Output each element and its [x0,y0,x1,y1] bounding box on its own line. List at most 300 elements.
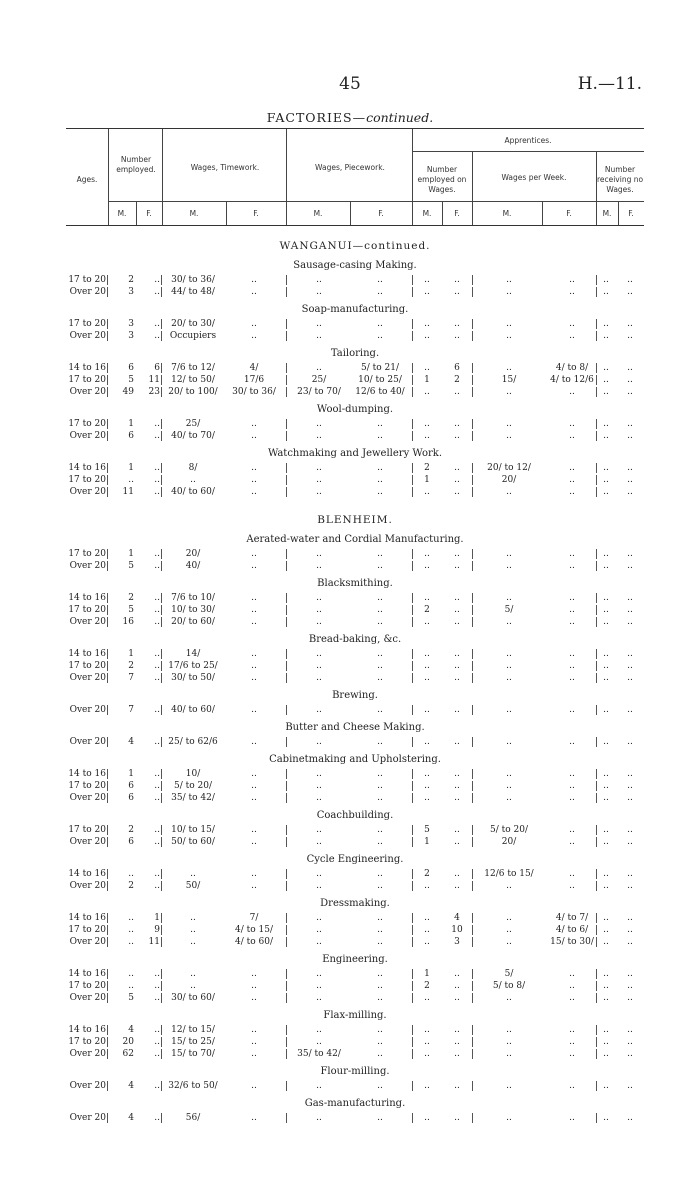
cell-apprentice-m: .. [424,661,430,671]
cell-employed-m: .. [128,937,134,947]
cell-nowages-f: .. [627,549,633,559]
cell-employed-m: 1 [128,549,134,559]
table-row [66,736,644,748]
subcol-f: F. [253,209,259,218]
title-continued: continued. [366,110,434,125]
cell-piecework-m: 25/ [311,375,327,385]
trade-heading: Coachbuilding. [316,810,394,821]
cell-apprentice-m: .. [424,331,430,341]
cell-nowages-m: .. [603,1113,609,1123]
trade-heading: Watchmaking and Jewellery Work. [267,448,443,459]
cell-timework-f: 17/6 [243,375,265,385]
cell-apprentice-wages-f: .. [569,981,575,991]
cell-apprentice-f: .. [454,1049,460,1059]
cell-nowages-m: .. [603,769,609,779]
cell-nowages-f: .. [627,331,633,341]
cell-employed-m: 5 [128,561,134,571]
cell-apprentice-wages-m: .. [506,387,512,397]
cell-apprentice-wages-f: .. [569,837,575,847]
cell-timework-m: .. [190,969,196,979]
cell-piecework-m: .. [316,419,322,429]
cell-age: Over 20 [69,387,106,397]
cell-employed-f: .. [154,287,160,297]
cell-apprentice-f: .. [454,969,460,979]
cell-timework-m: 50/ [185,881,201,891]
cell-apprentice-m: .. [424,287,430,297]
cell-apprentice-m: .. [424,561,430,571]
cell-nowages-m: .. [603,1037,609,1047]
table-row [66,992,644,1004]
cell-nowages-m: .. [603,363,609,373]
table-row [66,560,644,572]
cell-piecework-f: .. [377,969,383,979]
cell-employed-m: 6 [128,837,134,847]
cell-age: 17 to 20 [68,925,106,935]
cell-piecework-f: .. [377,825,383,835]
cell-piecework-f: .. [377,419,383,429]
cell-piecework-m: .. [316,331,322,341]
cell-employed-f: .. [154,463,160,473]
cell-apprentice-wages-f: .. [569,1037,575,1047]
cell-timework-f: .. [251,331,257,341]
cell-employed-m: 16 [122,617,134,627]
cell-piecework-f: .. [377,661,383,671]
cell-piecework-f: .. [377,981,383,991]
cell-apprentice-m: .. [424,431,430,441]
cell-employed-f: .. [154,673,160,683]
cell-apprentice-wages-m: .. [506,1049,512,1059]
cell-timework-m: 30/ to 36/ [171,275,215,285]
cell-employed-f: 6 [154,363,160,373]
cell-timework-m: 40/ to 70/ [171,431,215,441]
cell-employed-f: .. [154,1113,160,1123]
cell-timework-f: .. [251,969,257,979]
cell-nowages-f: .. [627,319,633,329]
cell-age: Over 20 [69,487,106,497]
cell-nowages-f: .. [627,937,633,947]
cell-nowages-m: .. [603,549,609,559]
subcol-m: M. [602,209,612,218]
cell-timework-f: 4/ [249,363,259,373]
title-main: FACTORIES— [266,110,367,125]
cell-nowages-m: .. [603,881,609,891]
cell-apprentice-m: 2 [424,981,430,991]
cell-employed-m: 5 [128,605,134,615]
cell-apprentice-m: .. [424,1037,430,1047]
cell-age: Over 20 [69,561,106,571]
cell-piecework-m: .. [316,649,322,659]
cell-apprentice-m: .. [424,387,430,397]
trade-heading: Bread-baking, &c. [308,634,402,645]
cell-apprentice-wages-f: .. [569,881,575,891]
cell-nowages-f: .. [627,661,633,671]
cell-employed-m: 6 [128,363,134,373]
cell-nowages-m: .. [603,275,609,285]
cell-piecework-m: .. [316,1037,322,1047]
table-row [66,330,644,342]
cell-apprentice-f: .. [454,981,460,991]
cell-employed-f: .. [154,649,160,659]
cell-nowages-f: .. [627,825,633,835]
cell-apprentice-wages-f: .. [569,649,575,659]
cell-timework-m: 10/ to 30/ [171,605,215,615]
cell-employed-m: 1 [128,769,134,779]
cell-apprentice-wages-m: .. [506,549,512,559]
cell-timework-m: 7/6 to 10/ [171,593,215,603]
cell-employed-m: 20 [122,1037,134,1047]
cell-timework-f: .. [251,1025,257,1035]
cell-apprentice-wages-f: .. [569,1113,575,1123]
cell-apprentice-wages-m: .. [506,925,512,935]
cell-age: Over 20 [69,331,106,341]
cell-nowages-f: .. [627,1081,633,1091]
cell-nowages-m: .. [603,1049,609,1059]
subcol-m: M. [313,209,323,218]
cell-employed-m: .. [128,475,134,485]
cell-apprentice-wages-m: 15/ [501,375,517,385]
cell-piecework-f: .. [377,275,383,285]
cell-nowages-m: .. [603,319,609,329]
cell-timework-f: .. [251,737,257,747]
cell-employed-f: .. [154,605,160,615]
cell-piecework-m: .. [316,969,322,979]
table-row [66,968,644,980]
col-apprentices: Apprentices. [504,136,552,145]
cell-apprentice-m: 1 [424,837,430,847]
table-row [66,430,644,442]
cell-piecework-f: .. [377,837,383,847]
cell-nowages-f: .. [627,737,633,747]
cell-employed-m: 4 [128,737,134,747]
cell-employed-f: .. [154,981,160,991]
cell-age: 17 to 20 [68,475,106,485]
cell-nowages-f: .. [627,769,633,779]
cell-apprentice-wages-m: 5/ [504,605,514,615]
subcol-m: M. [117,209,127,218]
cell-piecework-m: .. [316,617,322,627]
cell-apprentice-wages-m: .. [506,431,512,441]
cell-employed-f: .. [154,561,160,571]
table-row [66,548,644,560]
cell-piecework-f: .. [377,487,383,497]
cell-apprentice-wages-f: .. [569,969,575,979]
trade-heading: Aerated-water and Cordial Manufacturing. [246,534,464,545]
cell-apprentice-f: .. [454,561,460,571]
cell-apprentice-wages-f: 4/ to 7/ [555,913,589,923]
cell-timework-f: 4/ to 15/ [235,925,273,935]
cell-timework-m: 40/ to 60/ [171,487,215,497]
cell-employed-m: 4 [128,1113,134,1123]
cell-employed-f: .. [154,1025,160,1035]
cell-timework-f: .. [251,793,257,803]
cell-nowages-f: .. [627,431,633,441]
cell-nowages-f: .. [627,1025,633,1035]
cell-piecework-m: .. [316,475,322,485]
cell-employed-f: .. [154,881,160,891]
trade-heading: Cycle Engineering. [306,854,404,865]
cell-timework-m: 56/ [185,1113,201,1123]
region-heading: BLENHEIM. [317,514,393,526]
cell-timework-m: 25/ to 62/6 [168,737,218,747]
cell-piecework-m: .. [316,1025,322,1035]
cell-piecework-f: .. [377,937,383,947]
cell-apprentice-m: .. [424,487,430,497]
cell-timework-m: 50/ to 60/ [171,837,215,847]
table-row [66,924,644,936]
table-row [66,704,644,716]
cell-timework-m: 10/ to 15/ [171,825,215,835]
table-row [66,780,644,792]
cell-age: 17 to 20 [68,319,106,329]
cell-apprentice-f: .. [454,331,460,341]
col-number-employed: Number employed. [116,155,156,174]
trade-heading: Flax-milling. [323,1010,387,1021]
cell-piecework-m: .. [316,993,322,1003]
cell-timework-m: 15/ to 70/ [171,1049,215,1059]
cell-apprentice-wages-m: .. [506,419,512,429]
cell-nowages-m: .. [603,925,609,935]
cell-nowages-m: .. [603,617,609,627]
cell-nowages-f: .. [627,617,633,627]
trade-heading: Cabinetmaking and Upholstering. [269,754,441,765]
cell-timework-f: .. [251,705,257,715]
cell-employed-f: .. [154,593,160,603]
cell-apprentice-m: 2 [424,463,430,473]
cell-apprentice-m: .. [424,649,430,659]
subcol-m: M. [422,209,432,218]
cell-nowages-f: .. [627,649,633,659]
cell-nowages-f: .. [627,419,633,429]
cell-piecework-f: .. [377,913,383,923]
cell-nowages-f: .. [627,705,633,715]
cell-nowages-f: .. [627,287,633,297]
cell-apprentice-wages-f: .. [569,387,575,397]
cell-timework-m: 12/ to 50/ [171,375,215,385]
table-row [66,1024,644,1036]
cell-timework-f: .. [251,869,257,879]
cell-piecework-f: .. [377,605,383,615]
cell-age: Over 20 [69,737,106,747]
table-row [66,274,644,286]
cell-piecework-f: .. [377,1113,383,1123]
cell-piecework-f: .. [377,331,383,341]
cell-employed-m: .. [128,969,134,979]
cell-employed-m: 49 [122,387,134,397]
cell-age: Over 20 [69,993,106,1003]
cell-timework-m: .. [190,937,196,947]
cell-apprentice-m: 2 [424,605,430,615]
trade-heading: Blacksmithing. [317,578,393,589]
cell-apprentice-m: 2 [424,869,430,879]
cell-apprentice-wages-m: .. [506,1037,512,1047]
cell-timework-f: .. [251,661,257,671]
cell-timework-m: 8/ [188,463,198,473]
cell-nowages-m: .. [603,913,609,923]
cell-nowages-f: .. [627,993,633,1003]
table-row [66,792,644,804]
col-apprentice-number: Number employed on Wages. [417,165,467,194]
table-row [66,660,644,672]
cell-employed-m: 7 [128,673,134,683]
cell-apprentice-m: 1 [424,969,430,979]
table-row [66,474,644,486]
cell-piecework-m: .. [316,881,322,891]
cell-apprentice-m: .. [424,617,430,627]
cell-piecework-m: .. [316,487,322,497]
cell-nowages-f: .. [627,1049,633,1059]
cell-timework-f: .. [251,463,257,473]
cell-age: 17 to 20 [68,1037,106,1047]
cell-apprentice-m: .. [424,737,430,747]
cell-timework-f: .. [251,673,257,683]
cell-age: Over 20 [69,793,106,803]
cell-timework-m: .. [190,981,196,991]
cell-age: 14 to 16 [68,969,106,979]
cell-employed-f: .. [154,319,160,329]
cell-timework-f: .. [251,287,257,297]
cell-apprentice-f: 3 [454,937,460,947]
cell-nowages-m: .. [603,463,609,473]
cell-age: Over 20 [69,617,106,627]
cell-piecework-f: .. [377,593,383,603]
cell-age: Over 20 [69,937,106,947]
subcol-f: F. [454,209,460,218]
cell-apprentice-m: .. [424,1081,430,1091]
cell-piecework-m: .. [316,869,322,879]
cell-apprentice-wages-m: .. [506,487,512,497]
cell-apprentice-wages-m: 5/ to 8/ [492,981,526,991]
cell-employed-f: .. [154,793,160,803]
cell-employed-m: .. [128,869,134,879]
cell-piecework-m: .. [316,287,322,297]
cell-employed-f: .. [154,275,160,285]
table-row [66,1080,644,1092]
cell-apprentice-m: .. [424,593,430,603]
cell-timework-m: 20/ to 30/ [171,319,215,329]
table-row [66,936,644,948]
cell-timework-m: .. [190,475,196,485]
cell-employed-m: 3 [128,319,134,329]
cell-employed-f: .. [154,331,160,341]
cell-employed-f: .. [154,825,160,835]
cell-employed-f: 11 [148,937,160,947]
cell-age: 14 to 16 [68,1025,106,1035]
cell-apprentice-m: .. [424,769,430,779]
cell-timework-f: .. [251,419,257,429]
cell-nowages-f: .. [627,981,633,991]
cell-apprentice-m: .. [424,363,430,373]
col-ages: Ages. [76,175,98,184]
cell-employed-m: 5 [128,993,134,1003]
cell-apprentice-wages-f: 4/ to 8/ [555,363,589,373]
cell-employed-m: 2 [128,881,134,891]
cell-timework-f: .. [251,487,257,497]
table-row [66,462,644,474]
cell-apprentice-wages-f: .. [569,605,575,615]
cell-age: 17 to 20 [68,275,106,285]
cell-employed-f: .. [154,431,160,441]
cell-employed-f: .. [154,781,160,791]
cell-apprentice-f: .. [454,605,460,615]
cell-apprentice-m: .. [424,275,430,285]
cell-apprentice-wages-m: .. [506,737,512,747]
cell-apprentice-wages-m: .. [506,319,512,329]
cell-nowages-f: .. [627,781,633,791]
cell-timework-f: .. [251,1037,257,1047]
cell-age: 17 to 20 [68,981,106,991]
cell-employed-f: .. [154,1049,160,1059]
cell-nowages-m: .. [603,605,609,615]
cell-employed-m: 1 [128,463,134,473]
cell-employed-f: .. [154,487,160,497]
cell-timework-m: 15/ to 25/ [171,1037,215,1047]
cell-employed-m: 2 [128,661,134,671]
cell-piecework-m: .. [316,431,322,441]
cell-piecework-f: .. [377,561,383,571]
cell-piecework-m: .. [316,605,322,615]
table-row [66,880,644,892]
cell-employed-m: 11 [122,487,134,497]
cell-age: 17 to 20 [68,605,106,615]
page-title [0,110,700,125]
cell-timework-f: .. [251,649,257,659]
cell-employed-f: .. [154,661,160,671]
subcol-m: M. [502,209,512,218]
cell-nowages-f: .. [627,593,633,603]
cell-nowages-m: .. [603,837,609,847]
cell-employed-f: .. [154,969,160,979]
table-row [66,286,644,298]
cell-age: Over 20 [69,287,106,297]
cell-piecework-f: 10/ to 25/ [358,375,402,385]
cell-apprentice-wages-f: .. [569,673,575,683]
table-row [66,592,644,604]
cell-apprentice-wages-m: .. [506,331,512,341]
cell-nowages-m: .. [603,673,609,683]
cell-nowages-f: .. [627,881,633,891]
cell-apprentice-wages-m: .. [506,1025,512,1035]
cell-apprentice-wages-m: .. [506,769,512,779]
cell-apprentice-wages-m: .. [506,781,512,791]
cell-nowages-m: .. [603,375,609,385]
cell-timework-m: 14/ [185,649,201,659]
cell-nowages-m: .. [603,649,609,659]
cell-employed-f: .. [154,419,160,429]
cell-apprentice-f: .. [454,287,460,297]
cell-age: Over 20 [69,881,106,891]
cell-age: Over 20 [69,837,106,847]
cell-piecework-f: .. [377,431,383,441]
cell-employed-f: .. [154,993,160,1003]
cell-nowages-f: .. [627,463,633,473]
table-row [66,486,644,498]
cell-apprentice-wages-f: .. [569,275,575,285]
table-row [66,912,644,924]
cell-apprentice-f: .. [454,993,460,1003]
cell-age: Over 20 [69,431,106,441]
cell-apprentice-wages-m: .. [506,561,512,571]
cell-employed-f: 11 [148,375,160,385]
cell-apprentice-wages-m: .. [506,593,512,603]
cell-timework-m: Occupiers [169,331,217,341]
cell-piecework-m: .. [316,937,322,947]
subcol-m: M. [189,209,199,218]
cell-apprentice-f: .. [454,781,460,791]
cell-age: Over 20 [69,1113,106,1123]
cell-apprentice-f: .. [454,463,460,473]
cell-nowages-f: .. [627,561,633,571]
cell-apprentice-f: .. [454,1025,460,1035]
